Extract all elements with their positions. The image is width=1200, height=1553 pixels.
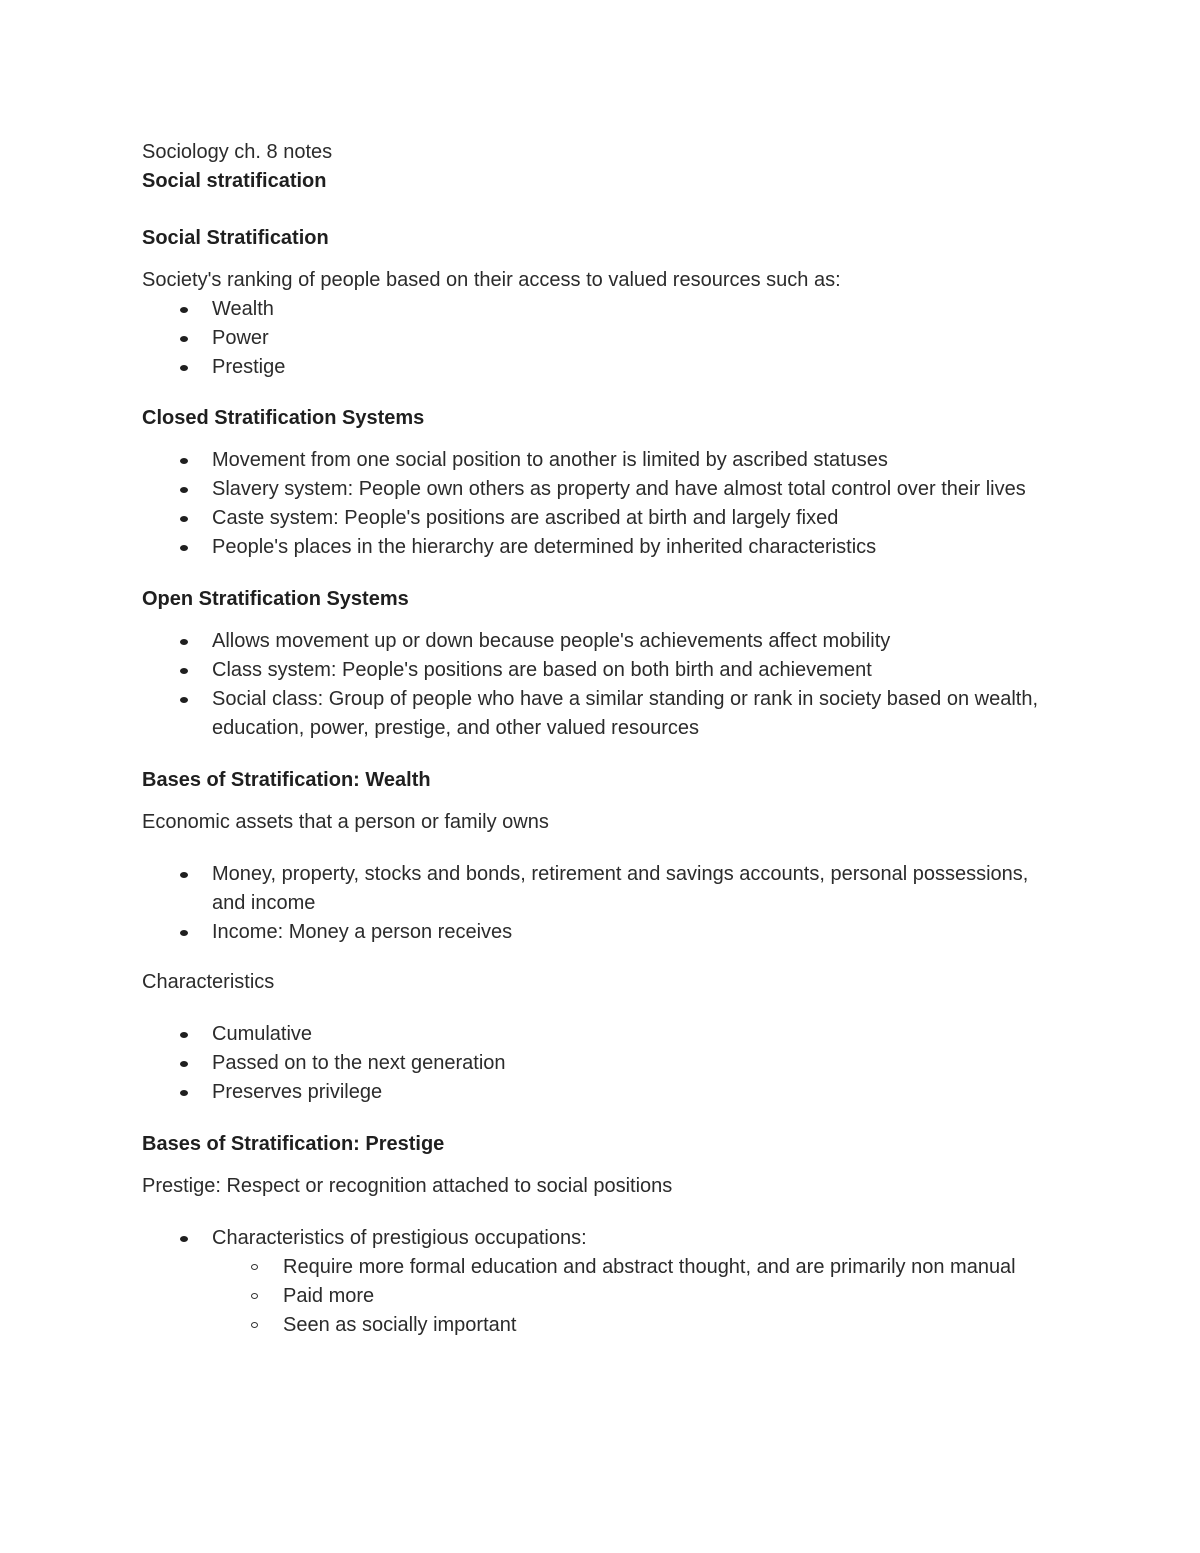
document-subtitle: Social stratification (142, 170, 327, 192)
bullet-icon (180, 930, 188, 936)
section-heading-open-systems: Open Stratification Systems (142, 588, 409, 610)
bullet-icon (180, 516, 188, 522)
list-item: Wealth (142, 295, 1062, 324)
list-item: Preserves privilege (142, 1078, 1062, 1107)
list-item: Characteristics of prestigious occupations: (142, 1224, 1062, 1253)
section-intro: Prestige: Respect or recognition attached to social positions (142, 1175, 673, 1197)
bullet-icon (180, 307, 188, 313)
bullet-list (142, 627, 1062, 743)
list-item: Class system: People's positions are based on both birth and achievement (142, 656, 1062, 685)
section-heading-social-stratification: Social Stratification (142, 227, 329, 249)
bullet-icon (180, 545, 188, 551)
document-title: Sociology ch. 8 notes (142, 141, 333, 163)
bullet-icon (180, 336, 188, 342)
list-item: Prestige (142, 353, 1062, 382)
bullet-list (142, 860, 1062, 947)
list-item: Power (142, 324, 1062, 353)
list-item: Money, property, stocks and bonds, retirement and savings accounts, personal possessions, and income (142, 860, 1062, 918)
bullet-list (142, 1224, 1062, 1340)
section-intro: Economic assets that a person or family owns (142, 811, 549, 833)
list-item: Caste system: People's positions are ascribed at birth and largely fixed (142, 504, 1062, 533)
list-item: Passed on to the next generation (142, 1049, 1062, 1078)
bullet-icon (180, 639, 188, 645)
bullet-list (142, 295, 1062, 382)
list-item: People's places in the hierarchy are determined by inherited characteristics (142, 533, 1062, 562)
sub-list-item: Paid more (142, 1282, 1062, 1311)
section-heading-prestige: Bases of Stratification: Prestige (142, 1133, 445, 1155)
bullet-icon (180, 458, 188, 464)
bullet-icon (180, 1032, 188, 1038)
bullet-icon (180, 1236, 188, 1242)
hollow-bullet-icon (251, 1322, 258, 1328)
section-heading-wealth: Bases of Stratification: Wealth (142, 769, 431, 791)
sub-list-item: Require more formal education and abstract thought, and are primarily non manual (142, 1253, 1062, 1282)
list-item: Allows movement up or down because people's achievements affect mobility (142, 627, 1062, 656)
list-item: Income: Money a person receives (142, 918, 1062, 947)
characteristics-label: Characteristics (142, 971, 275, 993)
list-item: Movement from one social position to another is limited by ascribed statuses (142, 446, 1062, 475)
bullet-icon (180, 668, 188, 674)
list-item: Slavery system: People own others as property and have almost total control over their lives (142, 475, 1062, 504)
bullet-icon (180, 487, 188, 493)
bullet-icon (180, 872, 188, 878)
bullet-icon (180, 1061, 188, 1067)
document-page (142, 138, 1062, 1340)
bullet-icon (180, 697, 188, 703)
bullet-list (142, 446, 1062, 562)
sub-list-item: Seen as socially important (142, 1311, 1062, 1340)
hollow-bullet-icon (251, 1264, 258, 1270)
hollow-bullet-icon (251, 1293, 258, 1299)
bullet-icon (180, 365, 188, 371)
section-intro: Society's ranking of people based on their access to valued resources such as: (142, 269, 841, 291)
list-item: Social class: Group of people who have a similar standing or rank in society based on wealth, education, power, prestige, and other valued resources (142, 685, 1062, 743)
bullet-list (142, 1020, 1062, 1107)
section-heading-closed-systems: Closed Stratification Systems (142, 407, 425, 429)
bullet-icon (180, 1090, 188, 1096)
list-item: Cumulative (142, 1020, 1062, 1049)
